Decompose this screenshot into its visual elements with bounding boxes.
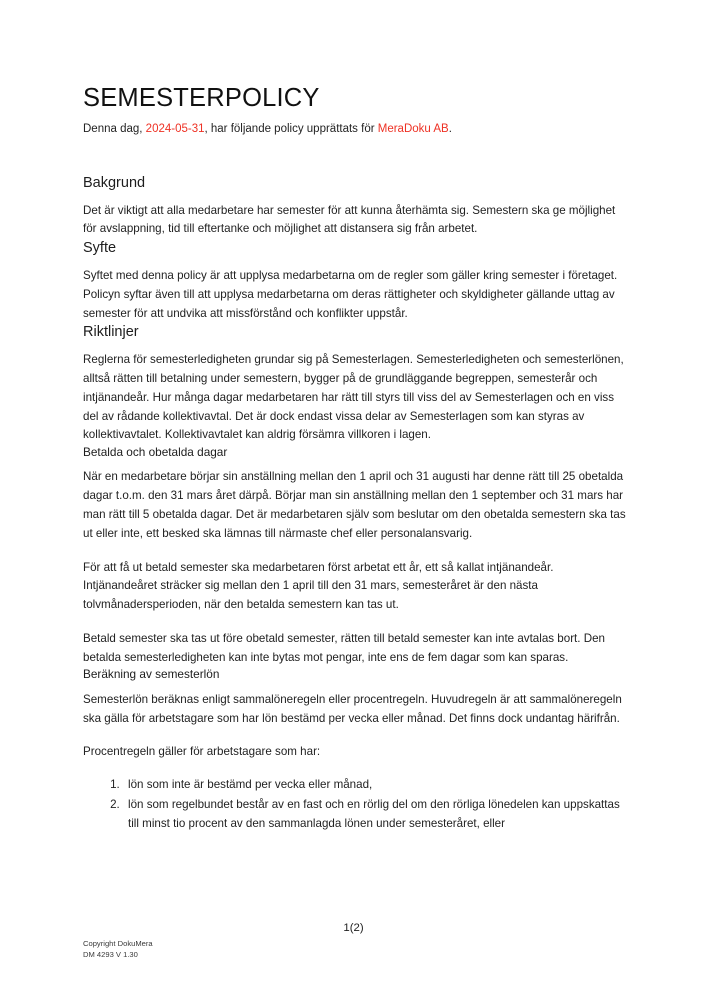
paragraph-betalda-dagar-2: För att få ut betald semester ska medarbetaren först arbetat ett år, ett så kallat intjänandeår. Intjänandeåret sträcker sig mellan den 1 april till den 31 mars, semesteråret är den nästa tolvmånadersperioden, när den betalda semestern kan tas ut.: [83, 560, 554, 612]
footer: [83, 938, 153, 961]
procentregeln-list: [83, 776, 628, 833]
subtitle-lead-text: Denna dag,: [83, 123, 146, 136]
section-heading-bakgrund: Bakgrund: [83, 174, 146, 191]
company-name: MeraDoku AB: [377, 123, 449, 136]
section-heading-syfte: Syfte: [83, 240, 117, 257]
document-subtitle: [83, 121, 628, 138]
document-content: [83, 0, 628, 834]
paragraph-betalda-dagar-3: Betald semester ska tas ut före obetald semester, rätten till betald semester kan inte avtalas bort. Den betalda semesterledigheten kan inte bytas mot pengar, inte ens de fem dagar som kan sparas.: [83, 631, 605, 664]
paragraph-bakgrund-1: Det är viktigt att alla medarbetare har semester för att kunna återhämta sig. Semestern ska ge möjlighet för avslappning, tid till eftertanke och möjlighet att distansera sig från arbetet.: [83, 203, 616, 236]
page-title: SEMESTERPOLICY: [83, 84, 320, 112]
footer-copyright: Copyright DokuMera: [83, 939, 153, 948]
subtitle-middle-text: , har följande policy upprättats för: [204, 123, 378, 136]
list-item: 1. lön som inte är bestämd per vecka eller månad,: [123, 776, 628, 795]
section-heading-riktlinjer: Riktlinjer: [83, 324, 139, 341]
page-number: 1(2): [343, 922, 364, 934]
paragraph-berakning-2: Procentregeln gäller för arbetstagare som har:: [83, 745, 321, 759]
paragraph-syfte-1: Syftet med denna policy är att upplysa medarbetarna om de regler som gäller kring semester i företaget. Policyn syftar även till att upplysa medarbetarna om deras rättigheter och skyldigheter gällande uttag av semester för att undvika att missförstånd och konflikter uppstår.: [83, 268, 618, 320]
subtitle-end-text: .: [448, 123, 452, 136]
sub-heading-berakning-semesterlon: Beräkning av semesterlön: [83, 667, 220, 682]
footer-document-id: DM 4293 V 1.30: [83, 950, 138, 960]
paragraph-betalda-dagar-1: När en medarbetare börjar sin anställning mellan den 1 april och 31 augusti har denne rätt till 25 obetalda dagar t.o.m. den 31 mars året därpå. Börjar man sin anställning mellan den 1 september och 31 mars har man rätt till 5 obetalda dagar. Det är medarbetaren själv som beslutar om den obetalda semestern ska tas ut eller inte, ett besked ska lämnas till närmaste chef eller personalansvarig.: [83, 470, 626, 540]
document-date: 2024-05-31: [145, 123, 205, 136]
paragraph-riktlinjer-1: Reglerna för semesterledigheten grundar sig på Semesterlagen. Semesterledigheten och semesterlönen, alltså rätten till betalning under semestern, bygger på de grundläggande begreppen, semesterår och intjänandeår. Hur många dagar medarbetaren har rätt till styrs till viss del av Semesterlagen och en viss del av rådande kollektivavtal. Det är dock endast vissa delar av Semesterlagen som kan styras av kollektivavtalet. Kollektivavtalet kan aldrig försämra villkoren i lagen.: [83, 353, 624, 442]
paragraph-berakning-1: Semesterlön beräknas enligt sammalöneregeln eller procentregeln. Huvudregeln är att sammalöneregeln ska gälla för arbetstagare som har lön bestämd per vecka eller månad. Det finns dock undantag härifrån.: [83, 692, 622, 725]
sub-heading-betalda-dagar: Betalda och obetalda dagar: [83, 445, 228, 460]
list-item: 2. lön som regelbundet består av en fast och en rörlig del om den rörliga lönedelen kan uppskattas till minst tio procent av den sammanlagda lönen under semesteråret, eller: [123, 796, 628, 834]
